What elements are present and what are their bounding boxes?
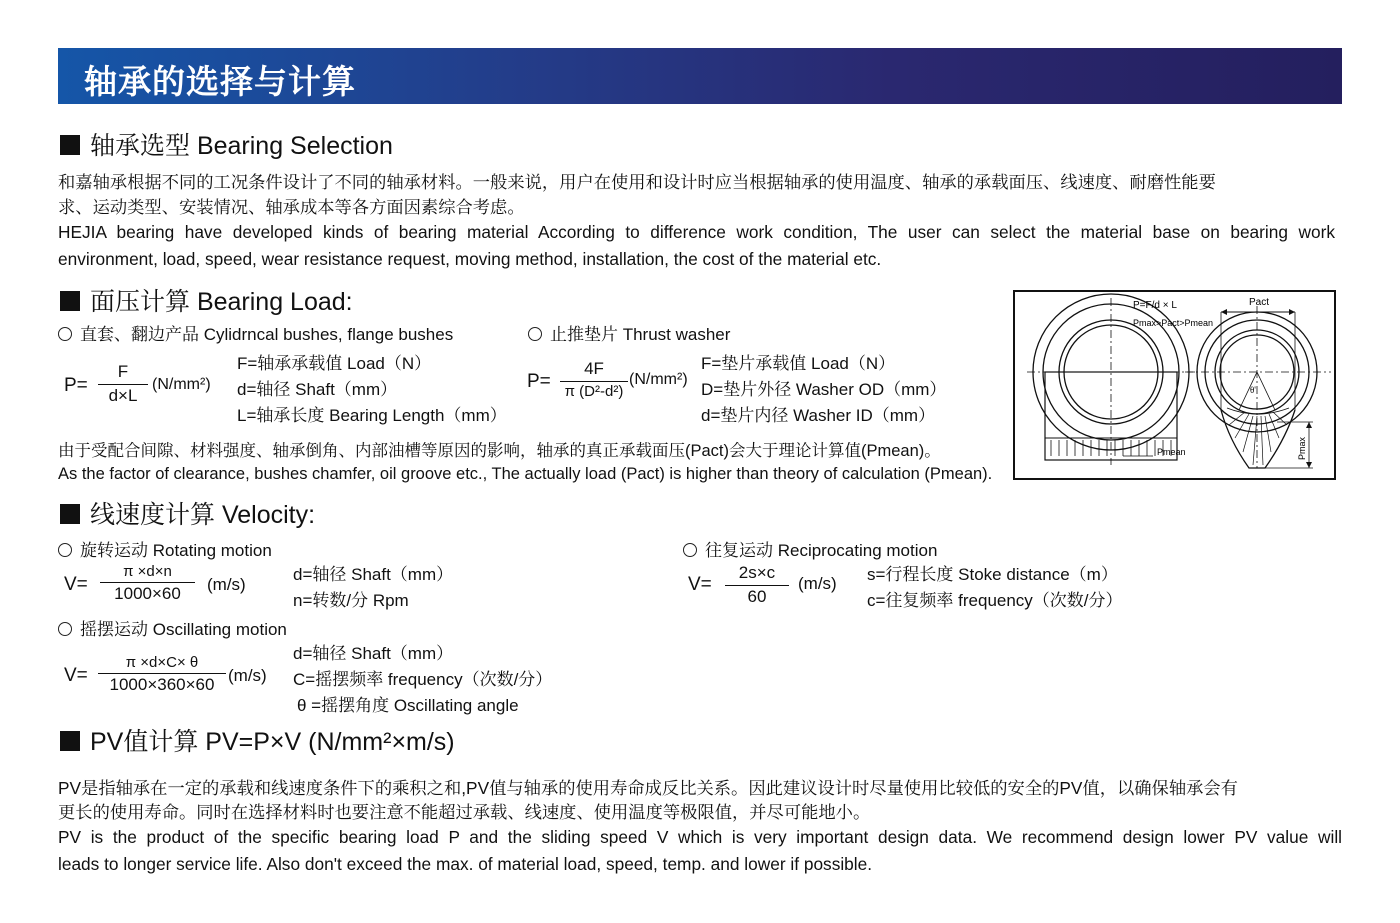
oscillating-denominator: 1000×360×60 [109, 675, 215, 694]
pmean-label: Pmean [1157, 447, 1186, 457]
oscillating-lhs: V= [64, 665, 88, 686]
bush-title-text: 直套、翻边产品 Cylidrncal bushes, flange bushes [80, 325, 454, 344]
reciprocating-title-text: 往复运动 Reciprocating motion [705, 541, 938, 560]
pv-cn-line1: PV是指轴承在一定的承载和线速度条件下的乘积之和,PV值与轴承的使用寿命成反比关系。因此建议设计时尽量使用比较低的安全的PV值，以确保轴承会有 [58, 778, 1238, 798]
bush-numerator: F [117, 362, 129, 381]
pv-en-line1: PV is the product of the specific bearing load P and the sliding speed V which is very important design data. We recommend design lower PV value will [58, 827, 1342, 847]
fraction-bar [100, 582, 195, 583]
section-heading-selection [60, 126, 393, 162]
reciprocating-title [683, 536, 937, 561]
diagram-relation: Pmax>Pact>Pmean [1133, 318, 1214, 328]
washer-title-text: 止推垫片 Thrust washer [550, 325, 731, 344]
bush-fraction [98, 362, 148, 406]
diagram-formula: P=F/d × L [1133, 300, 1177, 311]
velocity-heading-text: 线速度计算 Velocity: [90, 501, 316, 529]
rotating-unit: (m/s) [207, 575, 246, 594]
oscillating-def-shaft: d=轴径 Shaft（mm） [293, 644, 454, 663]
oscillating-numerator: π ×d×C× θ [125, 654, 199, 671]
rotating-title [58, 536, 272, 561]
circle-bullet-icon [58, 622, 72, 636]
washer-def-id: d=垫片内径 Washer ID（mm） [701, 406, 936, 425]
circle-bullet-icon [58, 543, 72, 557]
pv-cn-line2: 更长的使用寿命。同时在选择材料时也要注意不能超过承载、线速度、使用温度等极限值，并尽可能地小。 [58, 802, 871, 822]
square-bullet-icon [60, 291, 80, 311]
oscillating-def-frequency: C=摇摆频率 frequency（次数/分） [293, 670, 553, 689]
circle-bullet-icon [683, 543, 697, 557]
pact-label: Pact [1249, 297, 1270, 308]
pv-heading-text: PV值计算 PV=P×V (N/mm²×m/s) [90, 728, 455, 756]
oscillating-def-angle: θ =摇摆角度 Oscillating angle [297, 696, 519, 715]
washer-title [528, 320, 730, 345]
fraction-bar [560, 381, 628, 382]
pmax-label: Pmax [1297, 436, 1307, 460]
reciprocating-numerator: 2s×c [738, 563, 776, 582]
oscillating-title-text: 摇摆运动 Oscillating motion [80, 620, 287, 639]
square-bullet-icon [60, 135, 80, 155]
load-note-en: As the factor of clearance, bushes chamfer, oil groove etc., The actually load (Pact) is higher than theory of calculation (Pmean). [58, 465, 993, 483]
section-heading-pv [60, 722, 455, 758]
washer-denominator: π (D²-d²) [564, 383, 624, 400]
bush-unit: (N/mm²) [152, 376, 211, 393]
bush-def-shaft: d=轴径 Shaft（mm） [237, 380, 398, 399]
rotating-denominator: 1000×60 [114, 584, 181, 603]
reciprocating-denominator: 60 [747, 587, 767, 606]
washer-lhs: P= [527, 371, 551, 392]
pressure-diagram [1013, 290, 1336, 480]
selection-cn-line2: 求、运动类型、安装情况、轴承成本等各方面因素综合考虑。 [58, 197, 525, 217]
load-note-cn: 由于受配合间隙、材料强度、轴承倒角、内部油槽等原因的影响，轴承的真正承载面压(Pact)会大于理论计算值(Pmean)。 [58, 442, 941, 460]
rotating-title-text: 旋转运动 Rotating motion [80, 541, 272, 560]
load-heading-text: 面压计算 Bearing Load: [90, 288, 353, 316]
washer-def-load: F=垫片承载值 Load（N） [701, 354, 896, 373]
bush-def-length: L=轴承长度 Bearing Length（mm） [237, 406, 507, 425]
reciprocating-def-frequency: c=往复频率 frequency（次数/分） [867, 591, 1123, 610]
washer-def-od: D=垫片外径 Washer OD（mm） [701, 380, 947, 399]
title-banner [58, 48, 1342, 104]
section-heading-load [60, 282, 353, 318]
bush-denominator: d×L [108, 386, 138, 405]
reciprocating-fraction [725, 563, 789, 607]
square-bullet-icon [60, 504, 80, 524]
bush-lhs: P= [64, 375, 88, 396]
bush-title [58, 320, 453, 345]
washer-numerator: 4F [584, 359, 604, 378]
selection-cn-line1: 和嘉轴承根据不同的工况条件设计了不同的轴承材料。一般来说，用户在使用和设计时应当根据轴承的使用温度、轴承的承载面压、线速度、耐磨性能要 [58, 172, 1216, 192]
washer-fraction [560, 359, 628, 400]
oscillating-title [58, 615, 287, 640]
circle-bullet-icon [528, 327, 542, 341]
fraction-bar [98, 673, 226, 674]
washer-unit: (N/mm²) [629, 371, 688, 388]
fraction-bar [98, 384, 148, 385]
rotating-numerator: π ×d×n [123, 563, 172, 580]
bush-def-load: F=轴承承载值 Load（N） [237, 354, 432, 373]
selection-heading-text: 轴承选型 Bearing Selection [90, 132, 393, 160]
page-title: 轴承的选择与计算 [84, 62, 356, 101]
circle-bullet-icon [58, 327, 72, 341]
section-heading-velocity [60, 495, 315, 531]
rotating-fraction [100, 563, 195, 604]
selection-en-line1: HEJIA bearing have developed kinds of bearing material According to difference work condition, The user can select the material base on bearing work [58, 222, 1335, 242]
square-bullet-icon [60, 731, 80, 751]
selection-en-line2: environment, load, speed, wear resistance request, moving method, installation, the cost of the material etc. [58, 249, 882, 269]
fraction-bar [725, 585, 789, 586]
rotating-def-shaft: d=轴径 Shaft（mm） [293, 565, 454, 584]
theta-label: θ' [1250, 385, 1256, 395]
reciprocating-lhs: V= [688, 574, 712, 595]
oscillating-fraction [98, 654, 226, 695]
rotating-lhs: V= [64, 574, 88, 595]
reciprocating-unit: (m/s) [798, 574, 837, 593]
rotating-def-rpm: n=转数/分 Rpm [293, 591, 409, 610]
oscillating-unit: (m/s) [228, 666, 267, 685]
pv-en-line2: leads to longer service life. Also don't exceed the max. of material load, speed, temp. and lower if possible. [58, 854, 873, 874]
reciprocating-def-stroke: s=行程长度 Stoke distance（m） [867, 565, 1118, 584]
